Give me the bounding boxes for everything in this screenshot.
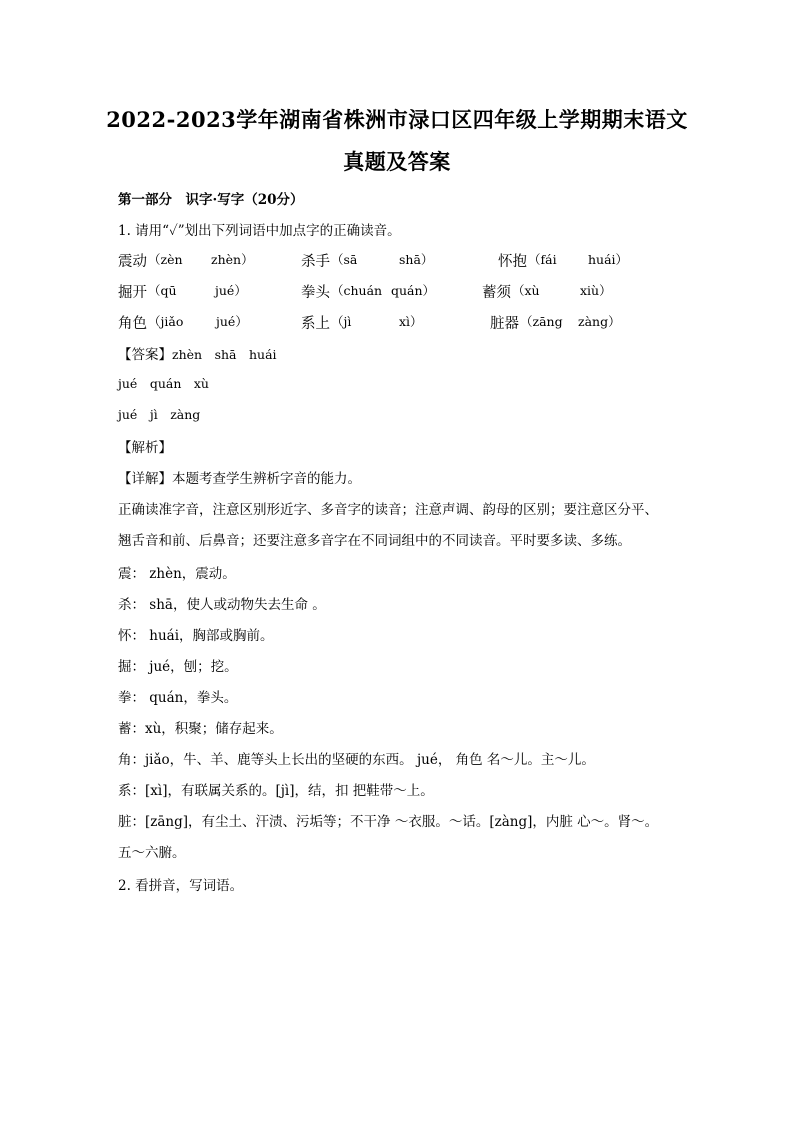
q1-option-b: quán）	[391, 283, 436, 298]
note-line: 脏：[zāng]，有尘土、汗渍、污垢等；不干净 ～衣服。～话。[zàng]，内脏 心～。肾～。	[118, 814, 659, 830]
answer-tag: 【答案】	[118, 347, 172, 363]
section-heading: 第一部分 识字·写字（20分）	[118, 192, 304, 208]
q1-option-a: （zèn	[148, 252, 183, 267]
answer-line: jué jì zàng	[118, 407, 201, 422]
q1-option-a: （zāng	[520, 314, 563, 329]
q1-word: 脏器	[490, 316, 519, 332]
note-line: 角：jiǎo，牛、羊、鹿等头上长出的坚硬的东西。 jué， 角色 名～儿。主～儿。	[118, 752, 595, 768]
q1-word: 震动	[118, 254, 147, 270]
q1-option-a: （jì	[331, 314, 352, 329]
q1-option-b: xì）	[399, 314, 423, 329]
answer-line: jué quán xù	[118, 376, 209, 391]
note-line: 震： zhèn，震动。	[118, 566, 236, 582]
note-line: 杀： shā，使人或动物失去生命 。	[118, 597, 326, 613]
explanation-line: 翘舌音和前、后鼻音；还要注意多音字在不同词组中的不同读音。平时要多读、多练。	[118, 533, 631, 549]
q1-option-b: huái）	[588, 252, 629, 267]
detail-tag: 【详解】	[118, 471, 172, 487]
q1-option-a: （fái	[528, 252, 557, 267]
q1-option-b: zhèn）	[211, 252, 254, 267]
question-1-stem: 1. 请用“✓”划出下列词语中加点字的正确读音。	[118, 223, 401, 239]
q1-option-a: （jiǎo	[148, 314, 184, 329]
q1-option-b: shā）	[399, 252, 434, 267]
q1-option-a: （chuán	[331, 283, 383, 298]
q1-word: 蓄须	[482, 285, 511, 301]
answer-line: zhèn shā huái	[172, 347, 277, 362]
q1-option-b: xiù）	[580, 283, 612, 298]
note-line: 蓄：xù，积聚；储存起来。	[118, 721, 283, 737]
q1-option-b: jué）	[215, 283, 247, 298]
q1-option-a: （sā	[331, 252, 358, 267]
q1-word: 拳头	[301, 285, 330, 301]
detail-block	[118, 467, 361, 487]
detail-text: 本题考查学生辨析字音的能力。	[172, 471, 361, 487]
q1-row	[118, 281, 698, 301]
q1-row	[118, 312, 698, 332]
q1-word: 系上	[301, 316, 330, 332]
document-title-line1: 2022-2023学年湖南省株洲市渌口区四年级上学期期末语文	[106, 107, 688, 132]
answer-block	[118, 343, 277, 363]
note-line: 五～六腑。	[118, 845, 186, 861]
question-2-stem: 2. 看拼音，写词语。	[118, 878, 244, 894]
explanation-line: 正确读准字音，注意区别形近字、多音字的读音；注意声调、韵母的区别；要注意区分平、	[118, 502, 658, 518]
note-line: 拳： quán，拳头。	[118, 690, 238, 706]
note-line: 掘： jué，刨；挖。	[118, 659, 238, 675]
note-line: 系：[xì]，有联属关系的。[jì]，结，扣 把鞋带～上。	[118, 783, 434, 799]
q1-option-a: （xù	[512, 283, 540, 298]
q1-option-a: （qū	[148, 283, 177, 298]
q1-word: 怀抱	[498, 254, 527, 270]
q1-word: 掘开	[118, 285, 147, 301]
q1-option-b: jué）	[216, 314, 248, 329]
document-title-line2: 真题及答案	[343, 149, 451, 174]
analysis-tag: 【解析】	[118, 440, 172, 456]
note-line: 怀： huái，胸部或胸前。	[118, 628, 274, 644]
q1-word: 杀手	[301, 254, 330, 270]
q1-row	[118, 250, 698, 270]
q1-option-b: zàng）	[578, 314, 621, 329]
q1-word: 角色	[118, 316, 147, 332]
